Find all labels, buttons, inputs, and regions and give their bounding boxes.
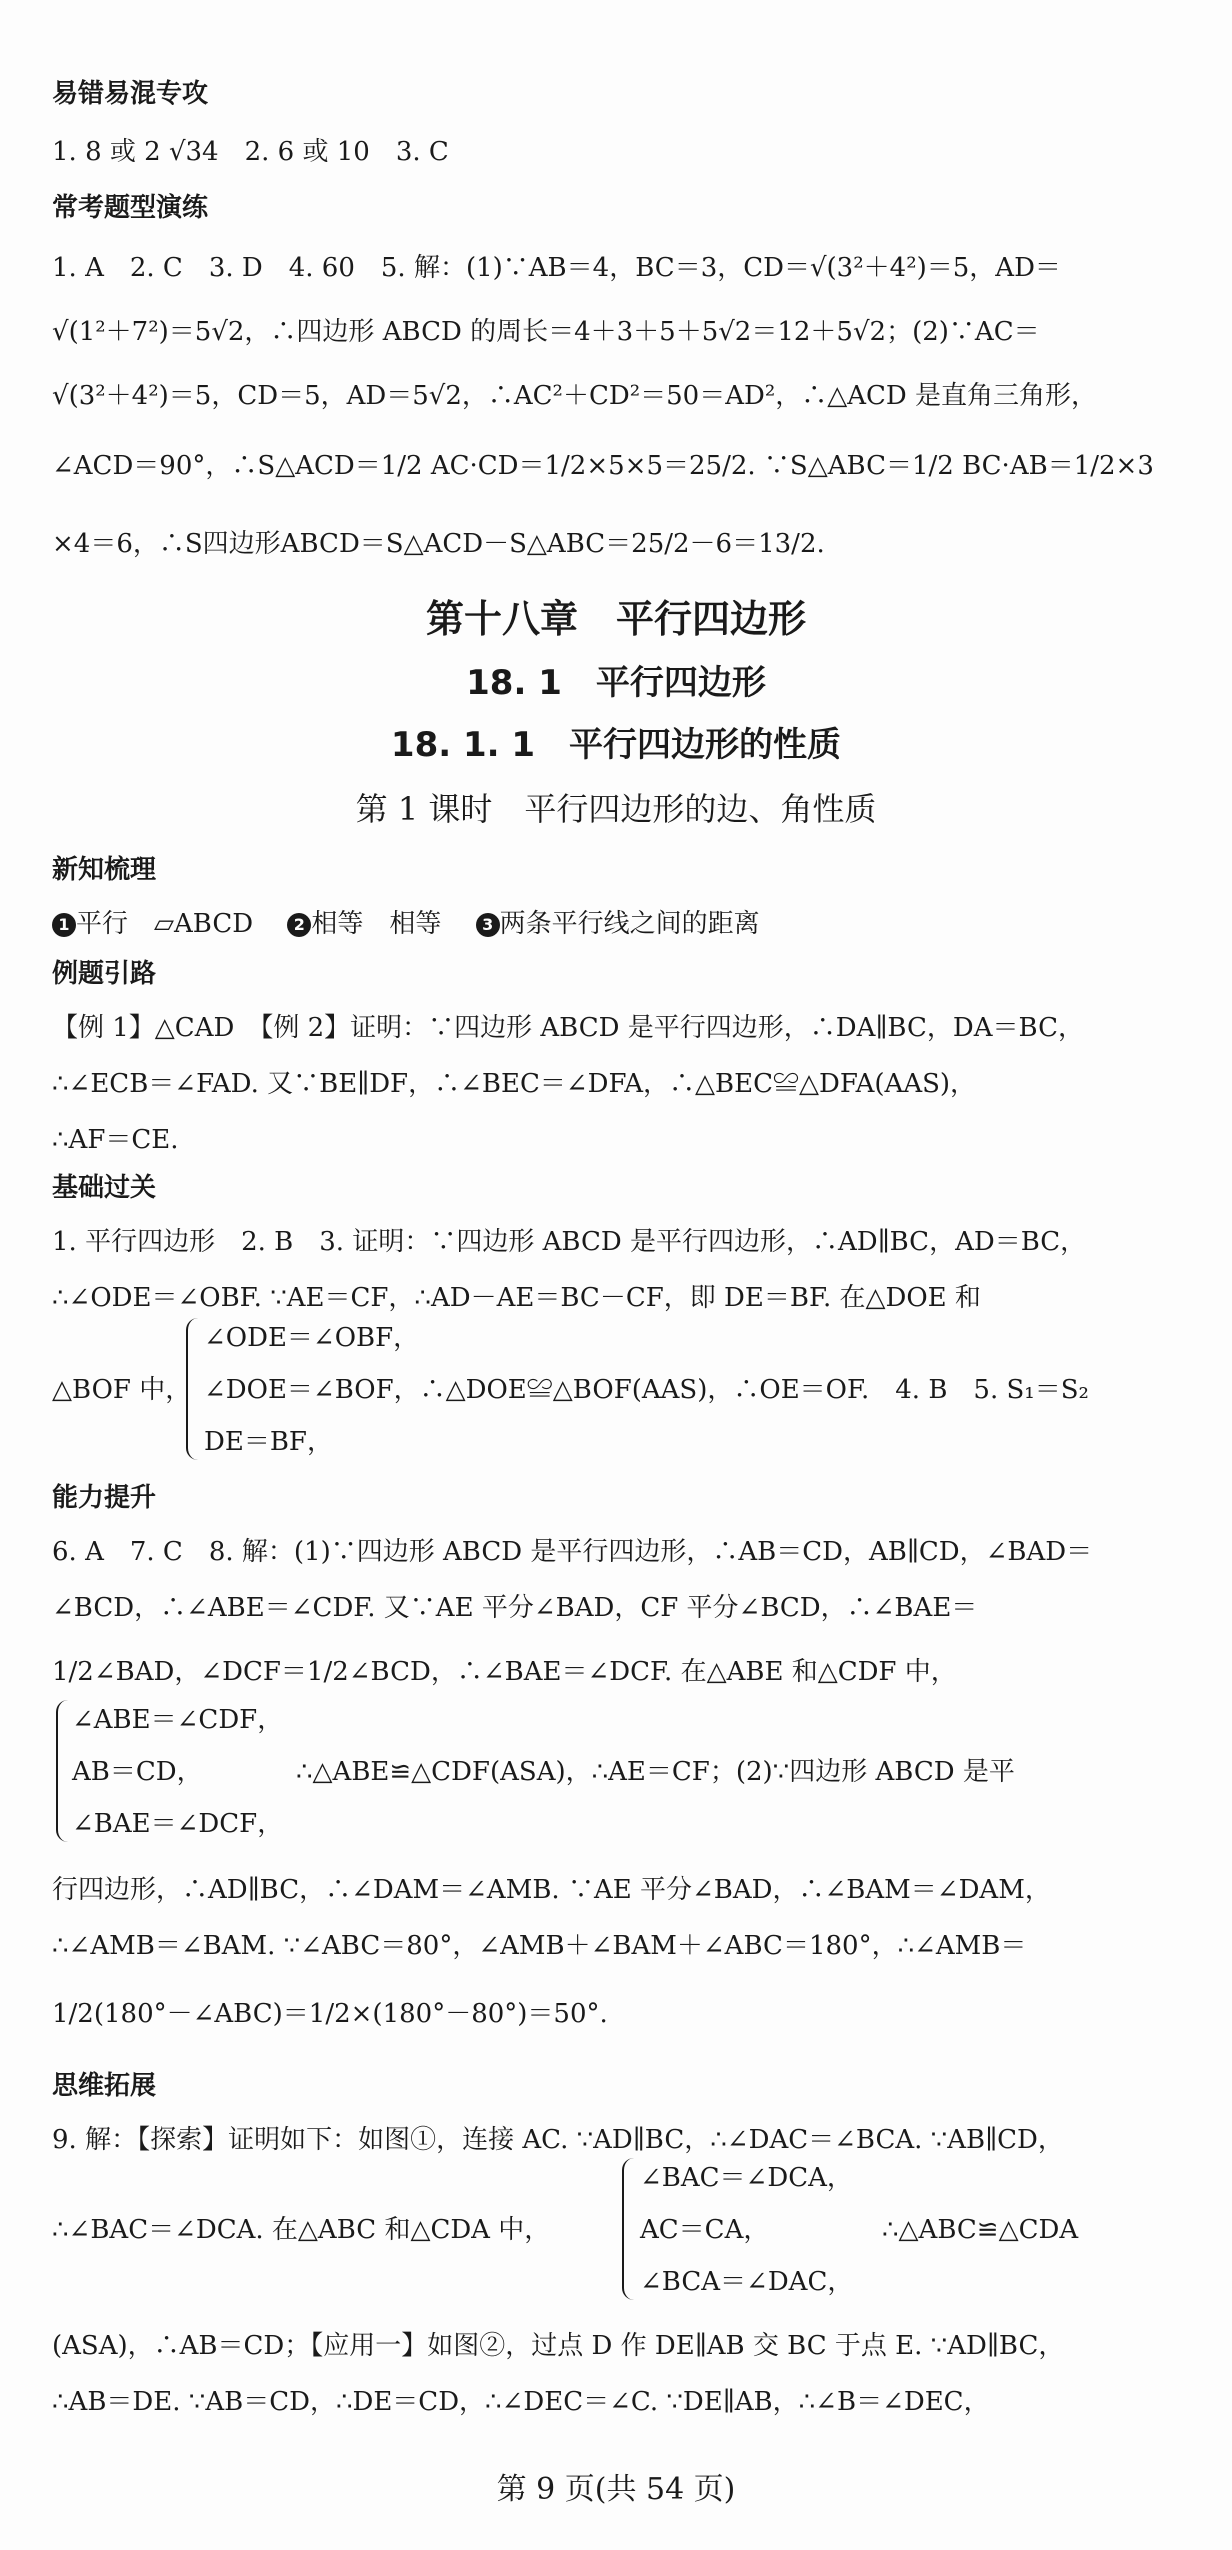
answer-line: 9. 解：【探索】证明如下：如图①，连接 AC. ∵AD∥BC，∴∠DAC＝∠BCA. ∵AB∥CD， (52, 2125, 1064, 2155)
system-row: ∠DOE＝∠BOF，∴△DOE≌△BOF(AAS)，∴OE＝OF. 4. B 5. S₁＝S₂ (204, 1375, 1089, 1405)
system-row: ∠BAC＝∠DCA， (640, 2163, 853, 2193)
section-heading: 能力提升 (52, 1483, 157, 1513)
number-marker: 3 (476, 913, 500, 937)
answer-line: 1/2(180°－∠ABC)＝1/2×(180°－80°)＝50°. (52, 1999, 608, 2029)
answer-line: 1. 8 或 2 √34 2. 6 或 10 3. C (52, 137, 449, 167)
answer-line: 1/2∠BAD，∠DCF＝1/2∠BCD，∴∠BAE＝∠DCF. 在△ABE 和△CDF 中， (52, 1657, 957, 1687)
answer-line: ∴AB＝DE. ∵AB＝CD，∴DE＝CD，∴∠DEC＝∠C. ∵DE∥AB，∴∠B＝∠DEC， (52, 2387, 990, 2417)
section-heading: 例题引路 (52, 959, 157, 989)
answer-line: 行四边形，∴AD∥BC，∴∠DAM＝∠AMB. ∵AE 平分∠BAD，∴∠BAM＝∠DAM， (52, 1875, 1051, 1905)
answer-line: (ASA)，∴AB＝CD；【应用一】如图②，过点 D 作 DE∥AB 交 BC 于点 E. ∵AD∥BC， (52, 2331, 1065, 2361)
system-row: ∠BCA＝∠DAC， (640, 2267, 854, 2297)
answer-line: ∴∠AMB＝∠BAM. ∵∠ABC＝80°，∠AMB＋∠BAM＋∠ABC＝180°，∴∠AMB＝ (52, 1931, 1027, 1961)
system-row: ∠ODE＝∠OBF， (204, 1323, 420, 1353)
answer-line: 6. A 7. C 8. 解：(1)∵四边形 ABCD 是平行四边形，∴AB＝CD，AB∥CD，∠BAD＝ (52, 1537, 1093, 1567)
answer-line: ∴∠ODE＝∠OBF. ∵AE＝CF，∴AD－AE＝BC－CF，即 DE＝BF. 在△DOE 和 (52, 1283, 981, 1313)
answer-line: ∠ACD＝90°，∴S△ACD＝1/2 AC·CD＝1/2×5×5＝25/2. ∵S△ABC＝1/2 BC·AB＝1/2×3 (52, 451, 1154, 481)
system-row: ∠BAE＝∠DCF， (72, 1809, 284, 1839)
system-label: △BOF 中， (52, 1375, 192, 1405)
section-heading: 易错易混专攻 (52, 79, 209, 109)
answer-line: 1. 平行四边形 2. B 3. 证明：∵四边形 ABCD 是平行四边形，∴AD∥BC，AD＝BC， (52, 1227, 1087, 1257)
answer-line: 1 平行 ▱ABCD 2 相等 相等 3 两条平行线之间的距离 (52, 904, 1112, 944)
lesson-title: 第 1 课时 平行四边形的边、角性质 (355, 790, 877, 828)
answer-line: √(3²＋4²)＝5，CD＝5，AD＝5√2，∴AC²＋CD²＝50＝AD²，∴△ACD 是直角三角形， (52, 381, 1098, 411)
answer-line: ×4＝6，∴S四边形ABCD＝S△ACD－S△ABC＝25/2－6＝13/2. (52, 529, 825, 559)
system-row: DE＝BF， (204, 1427, 333, 1457)
equation-brace (622, 2158, 636, 2300)
system-conclusion: ∴△ABE≌△CDF(ASA)，∴AE＝CF；(2)∵四边形 ABCD 是平 (296, 1757, 1015, 1787)
answer-line: ∠BCD，∴∠ABE＝∠CDF. 又∵AE 平分∠BAD，CF 平分∠BCD，∴∠BAE＝ (52, 1593, 978, 1623)
system-row: AB＝CD， (72, 1757, 203, 1787)
system-row: ∠ABE＝∠CDF， (72, 1705, 284, 1735)
equation-brace (186, 1318, 200, 1460)
answer-line: 1. A 2. C 3. D 4. 60 5. 解：(1)∵AB＝4，BC＝3，CD＝√(3²＋4²)＝5，AD＝ (52, 253, 1061, 283)
system-conclusion: ∴△ABC≌△CDA (882, 2215, 1079, 2245)
number-marker: 2 (287, 913, 311, 937)
system-row: AC＝CA， (640, 2215, 770, 2245)
answer-line: √(1²＋7²)＝5√2，∴四边形 ABCD 的周长＝4＋3＋5＋5√2＝12＋5√2；(2)∵AC＝ (52, 317, 1040, 347)
section-heading: 常考题型演练 (52, 193, 209, 223)
system-label: ∴∠BAC＝∠DCA. 在△ABC 和△CDA 中， (52, 2215, 551, 2245)
section-title: 18. 1 平行四边形 (466, 663, 766, 703)
answer-line: ∴AF＝CE. (52, 1125, 179, 1155)
page-footer: 第 9 页(共 54 页) (496, 2472, 736, 2507)
subsection-title: 18. 1. 1 平行四边形的性质 (390, 725, 842, 765)
answer-line: ∴∠ECB＝∠FAD. 又∵BE∥DF，∴∠BEC＝∠DFA，∴△BEC≌△DFA(AAS)， (52, 1069, 977, 1099)
section-heading: 新知梳理 (52, 855, 157, 885)
equation-brace (56, 1700, 70, 1842)
answer-line: 【例 1】△CAD 【例 2】证明：∵四边形 ABCD 是平行四边形，∴DA∥BC，DA＝BC， (52, 1013, 1084, 1043)
section-heading: 思维拓展 (52, 2071, 157, 2101)
number-marker: 1 (52, 913, 76, 937)
section-heading: 基础过关 (52, 1173, 157, 1203)
chapter-title: 第十八章 平行四边形 (425, 597, 806, 641)
